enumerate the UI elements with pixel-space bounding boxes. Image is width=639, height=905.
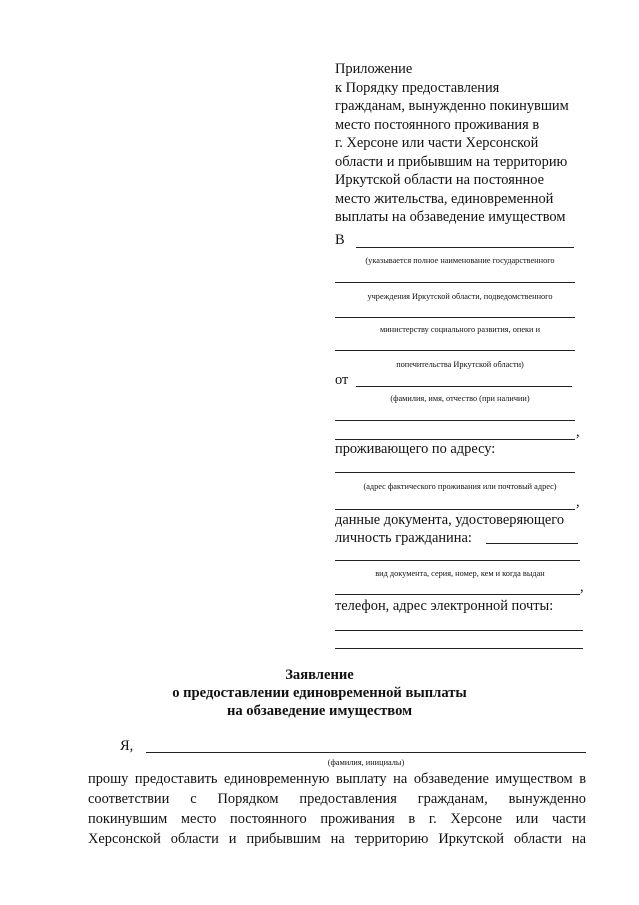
annex-line: гражданам, вынужденно покинувшим [335, 98, 569, 114]
annex-line: выплаты на обзаведение имуществом [335, 209, 566, 225]
doc-field-line[interactable] [335, 560, 580, 561]
i-prefix: Я, [120, 738, 134, 754]
from-prefix: от [335, 372, 349, 388]
annex-line: области и прибывшим на территорию [335, 153, 568, 170]
doc-label: личность гражданина: [335, 530, 472, 546]
document-subtitle: о предоставлении единовременной выплаты [172, 685, 467, 701]
statement-line: соответствии с Порядком предоставления гражданам, вынужденно [88, 791, 586, 807]
statement-line: прошу предоставить единовременную выплату на обзаведение имуществом в [88, 771, 586, 787]
to-field-line[interactable] [335, 282, 575, 283]
address-label: проживающего по адресу: [335, 441, 496, 457]
document-title: Заявление [285, 667, 354, 683]
contact-field-line[interactable] [335, 630, 583, 631]
to-hint: министерству социального развития, опеки и [379, 325, 541, 334]
contact-field-line[interactable] [335, 648, 583, 649]
to-prefix: В [335, 232, 345, 248]
from-hint: (фамилия, имя, отчество (при наличии) [390, 394, 530, 403]
doc-field-line[interactable] [486, 543, 578, 544]
to-hint: попечительства Иркутской области) [396, 360, 524, 369]
annex-line: Иркутской области на постоянное [335, 172, 545, 188]
comma: , [576, 494, 580, 510]
to-hint: (указывается полное наименование государственного [365, 256, 555, 265]
address-hint: (адрес фактического проживания или почтовый адрес) [363, 482, 557, 491]
annex-line: к Порядку предоставления [335, 79, 500, 96]
annex-line: г. Херсоне или части Херсонской [335, 135, 539, 151]
to-field-line[interactable] [356, 247, 574, 248]
annex-line: Приложение [335, 61, 413, 77]
annex-line: место жительства, единовременной [335, 190, 554, 207]
from-field-line[interactable] [335, 439, 575, 440]
doc-label: данные документа, удостоверяющего [335, 512, 565, 528]
name-field-line[interactable] [146, 752, 586, 753]
doc-field-line[interactable] [335, 594, 580, 595]
comma: , [576, 424, 580, 440]
document-subtitle: на обзаведение имуществом [226, 703, 413, 719]
annex-block [335, 60, 595, 227]
from-field-line[interactable] [335, 420, 575, 421]
name-hint: (фамилия, инициалы) [327, 758, 405, 767]
address-field-line[interactable] [335, 509, 575, 510]
contact-label: телефон, адрес электронной почты: [335, 598, 554, 614]
statement-line: покинувшим место постоянного проживания в г. Херсоне или части [88, 811, 586, 827]
to-field-line[interactable] [335, 350, 575, 351]
comma: , [580, 579, 584, 595]
annex-line: место постоянного проживания в [335, 116, 540, 133]
statement-line: Херсонской области и прибывшим на территорию Иркутской области на [88, 831, 586, 847]
doc-hint: вид документа, серия, номер, кем и когда выдан [375, 569, 545, 578]
address-field-line[interactable] [335, 472, 575, 473]
from-field-line[interactable] [356, 386, 572, 387]
to-hint: учреждения Иркутской области, подведомственного [367, 292, 553, 301]
to-field-line[interactable] [335, 317, 575, 318]
